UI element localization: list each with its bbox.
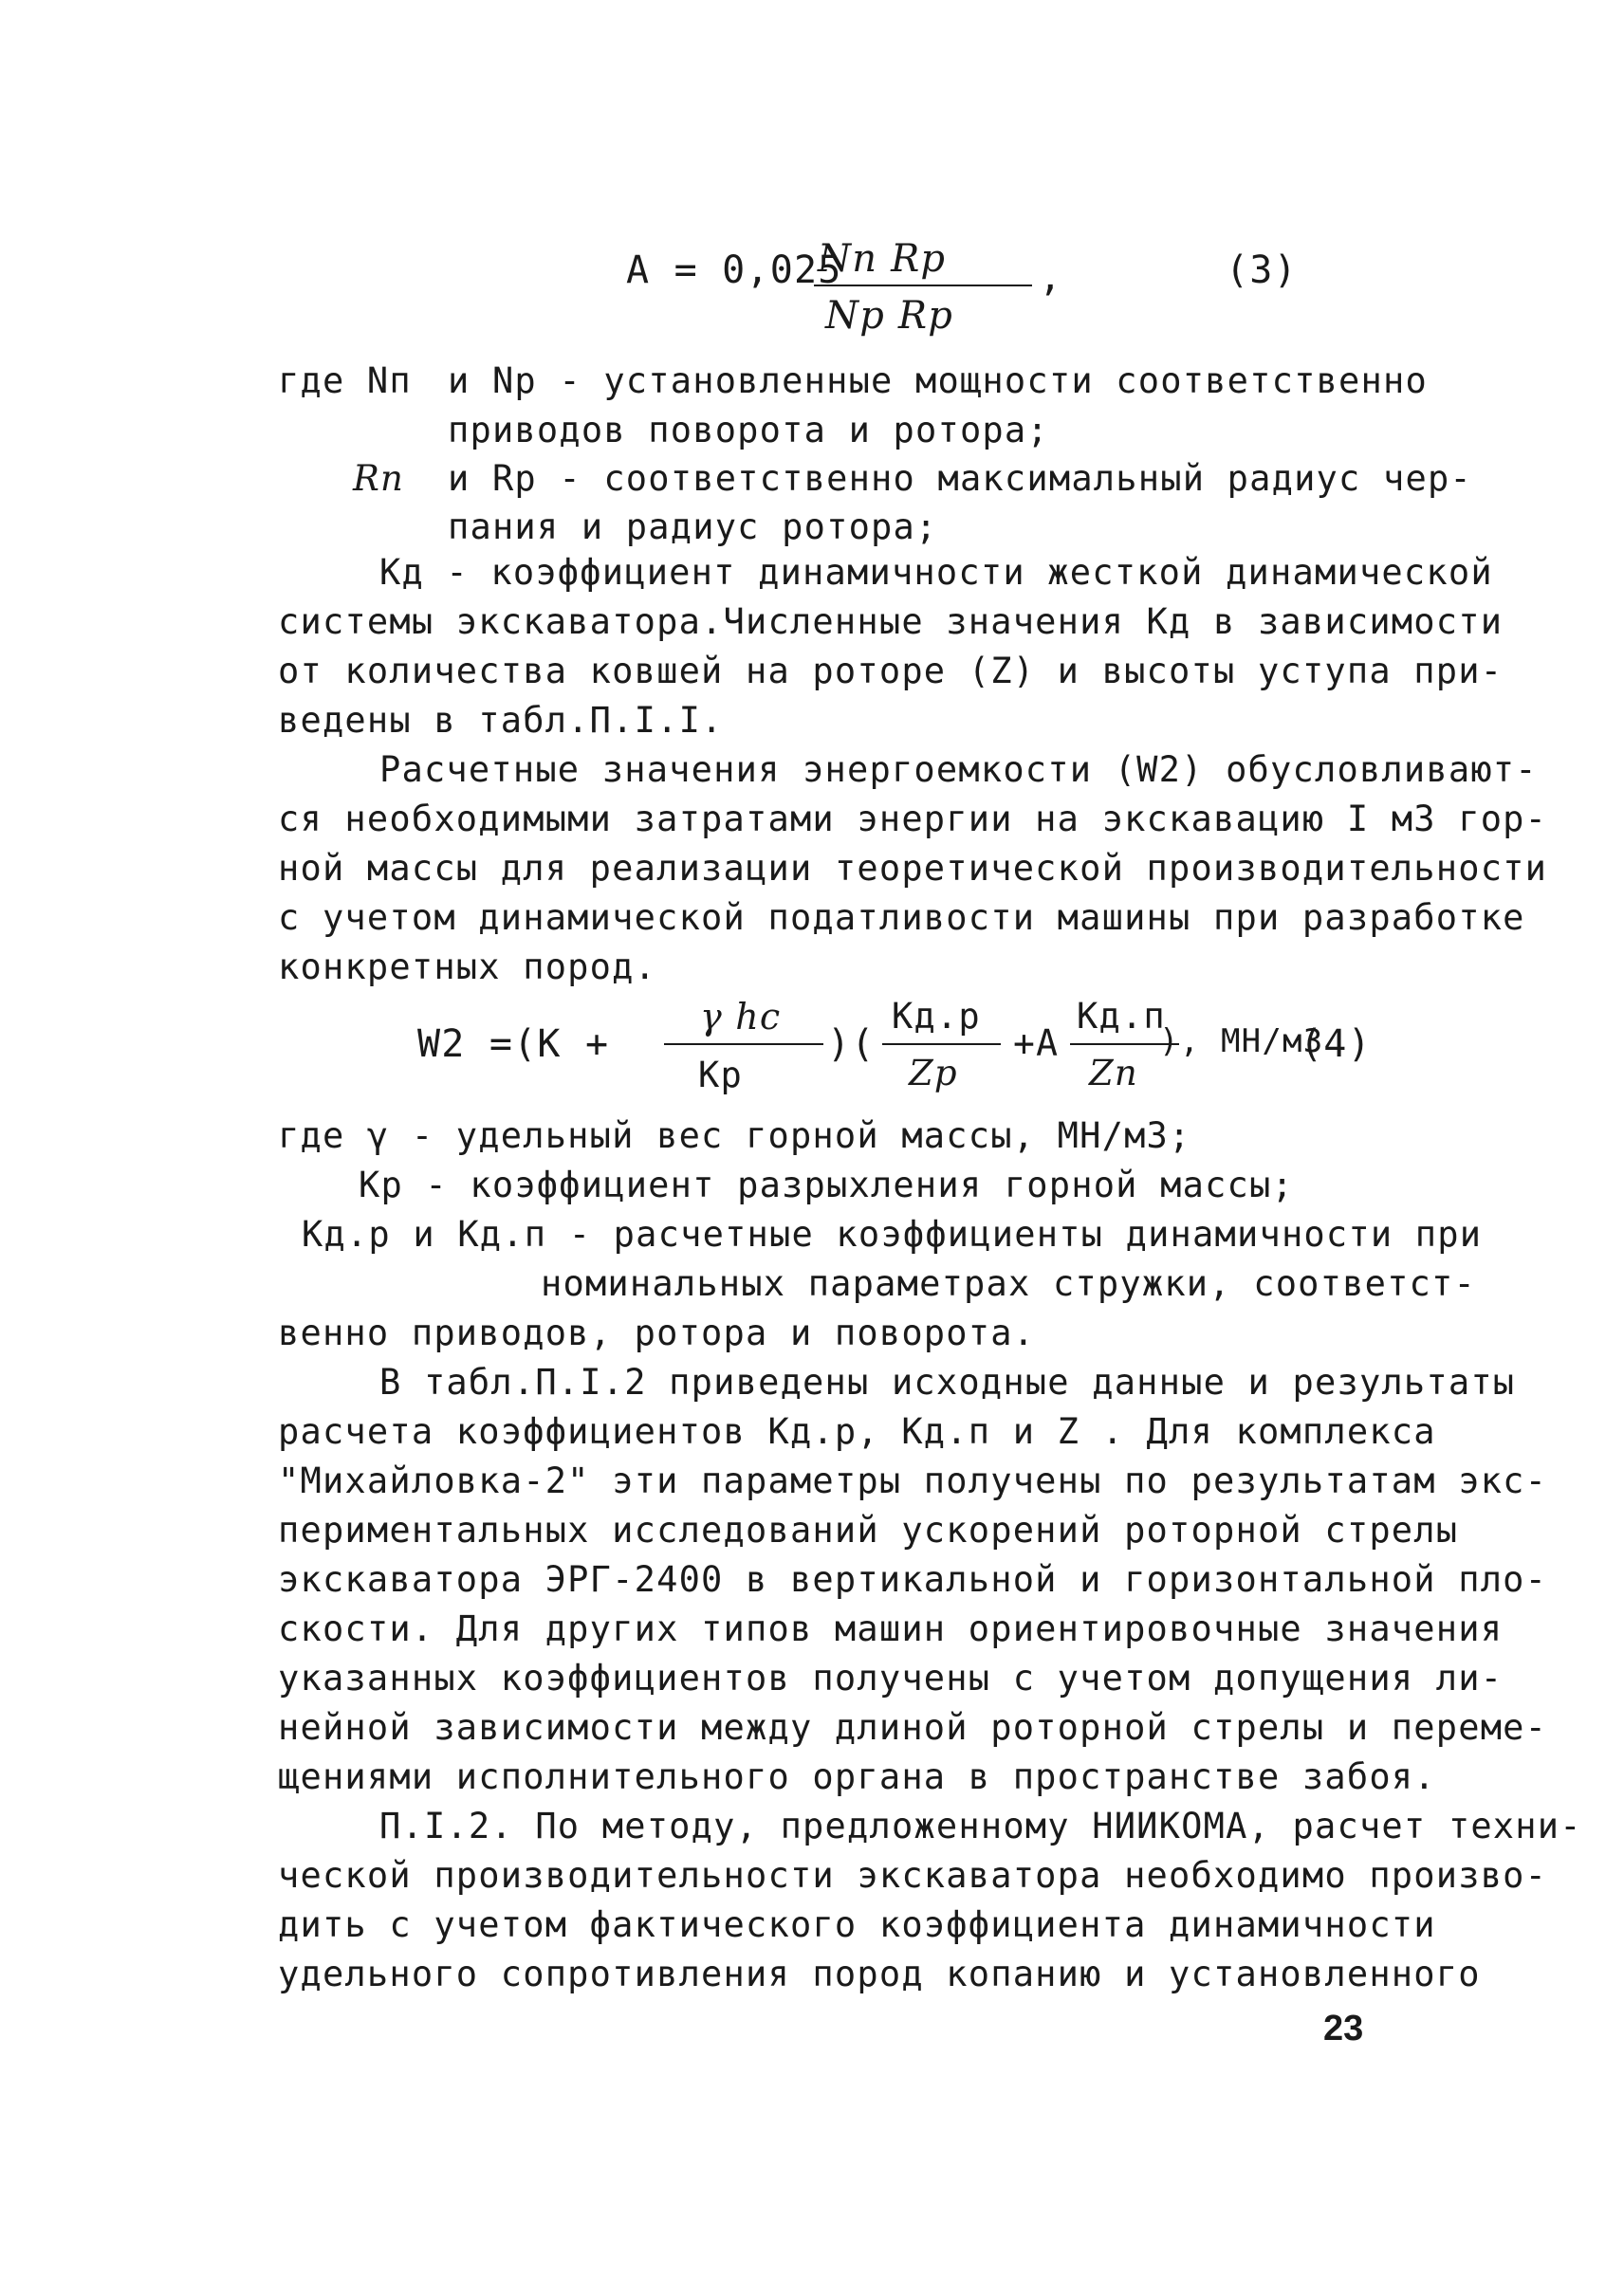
page-number: 23 xyxy=(1323,2009,1364,2048)
formula-4-f2-num: Кд.р xyxy=(892,996,981,1037)
para3-line-1: В табл.П.I.2 приведены исходные данные и результаты xyxy=(379,1362,1516,1403)
para2-line-3: ной массы для реализации теоретической производительности xyxy=(278,848,1548,889)
formula-4-f3-den: Zп xyxy=(1089,1053,1138,1093)
para4-line-3: дить с учетом фактического коэффициента динамичности xyxy=(278,1904,1436,1945)
formula-3-number: (3) xyxy=(1226,248,1298,292)
para1-line-4: ведены в табл.П.I.I. xyxy=(278,700,724,741)
para4-line-1: П.I.2. По методу, предложенному НИИКОМА, расчет техни- xyxy=(379,1806,1582,1846)
def4-line-3: Кд.р и Кд.п - расчетные коэффициенты динамичности при xyxy=(302,1214,1483,1255)
para1-line-3: от количества ковшей на роторе (Z) и высоты уступа при- xyxy=(278,651,1504,691)
formula-3-numerator: Nп Rр xyxy=(818,237,947,281)
para4-line-4: удельного сопротивления пород копанию и установленного xyxy=(278,1954,1481,1994)
formula-4-tail: ), МН/м3 xyxy=(1159,1022,1324,1060)
para2-line-1: Расчетные значения энергоемкости (W2) обусловливают- xyxy=(379,749,1538,790)
def4-line-5: венно приводов, ротора и поворота. xyxy=(278,1313,1036,1353)
para2-line-4: с учетом динамической податливости машины при разработке xyxy=(278,897,1525,938)
para3-line-4: периментальных исследований ускорений роторной стрелы xyxy=(278,1510,1459,1551)
formula-4-f1-num: γ hc xyxy=(700,996,782,1038)
formula-4-f2-den: Zр xyxy=(909,1053,958,1093)
formula-3-denominator: Nр Rр xyxy=(825,294,954,338)
def3-text-2: приводов поворота и ротора; xyxy=(448,410,1049,450)
def4-line-1: где γ - удельный вес горной массы, МН/м3; xyxy=(278,1115,1191,1156)
formula-3-lhs: A = 0,025 xyxy=(626,248,842,292)
formula-4-f3-num: Кд.п xyxy=(1077,996,1166,1037)
def3-text-1: и Nр - установленные мощности соответственно xyxy=(448,360,1428,401)
para3-line-8: нейной зависимости между длиной роторной стрелы и переме- xyxy=(278,1707,1548,1748)
def3-lead-3: Rп xyxy=(353,458,405,499)
para3-line-9: щениями исполнительного органа в пространстве забоя. xyxy=(278,1756,1436,1797)
para3-line-2: расчета коэффициентов Кд.р, Кд.п и Z . Для комплекса xyxy=(278,1411,1436,1452)
def3-lead-1: где Nп xyxy=(278,360,412,401)
formula-4-f1-bar xyxy=(664,1043,823,1045)
para1-line-2: системы экскаватора.Численные значения Кд в зависимости xyxy=(278,601,1504,642)
formula-4-lhs: W2 =(К + xyxy=(417,1022,610,1066)
formula-3-comma: , xyxy=(1039,256,1063,300)
formula-4-mid: )( xyxy=(827,1022,876,1066)
para3-line-7: указанных коэффициентов получены с учетом допущения ли- xyxy=(278,1658,1504,1699)
para1-line-1: Кд - коэффициент динамичности жесткой динамической xyxy=(379,552,1493,593)
def4-line-4: номинальных параметрах стружки, соответст- xyxy=(541,1263,1476,1304)
para2-line-2: ся необходимыми затратами энергии на экскавацию I м3 гор- xyxy=(278,799,1548,839)
formula-4-f1-den: Кр xyxy=(698,1055,743,1095)
para3-line-5: экскаватора ЭРГ-2400 в вертикальной и горизонтальной пло- xyxy=(278,1559,1548,1600)
para3-line-6: скости. Для других типов машин ориентировочные значения xyxy=(278,1608,1504,1649)
formula-4-plus: +A xyxy=(1013,1022,1060,1064)
para4-line-2: ческой производительности экскаватора необходимо произво- xyxy=(278,1855,1548,1896)
para2-line-5: конкретных пород. xyxy=(278,946,657,987)
def3-text-4: пания и радиус ротора; xyxy=(448,506,938,547)
formula-4-number: (4) xyxy=(1300,1022,1372,1066)
def4-line-2: Кр - коэффициент разрыхления горной массы; xyxy=(359,1165,1294,1205)
formula-3-fraction-bar xyxy=(814,285,1032,286)
def3-text-3: и Rр - соответственно максимальный радиус чер- xyxy=(448,458,1472,499)
para3-line-3: "Михайловка-2" эти параметры получены по результатам экс- xyxy=(278,1460,1548,1501)
formula-4-f2-bar xyxy=(882,1043,1001,1045)
